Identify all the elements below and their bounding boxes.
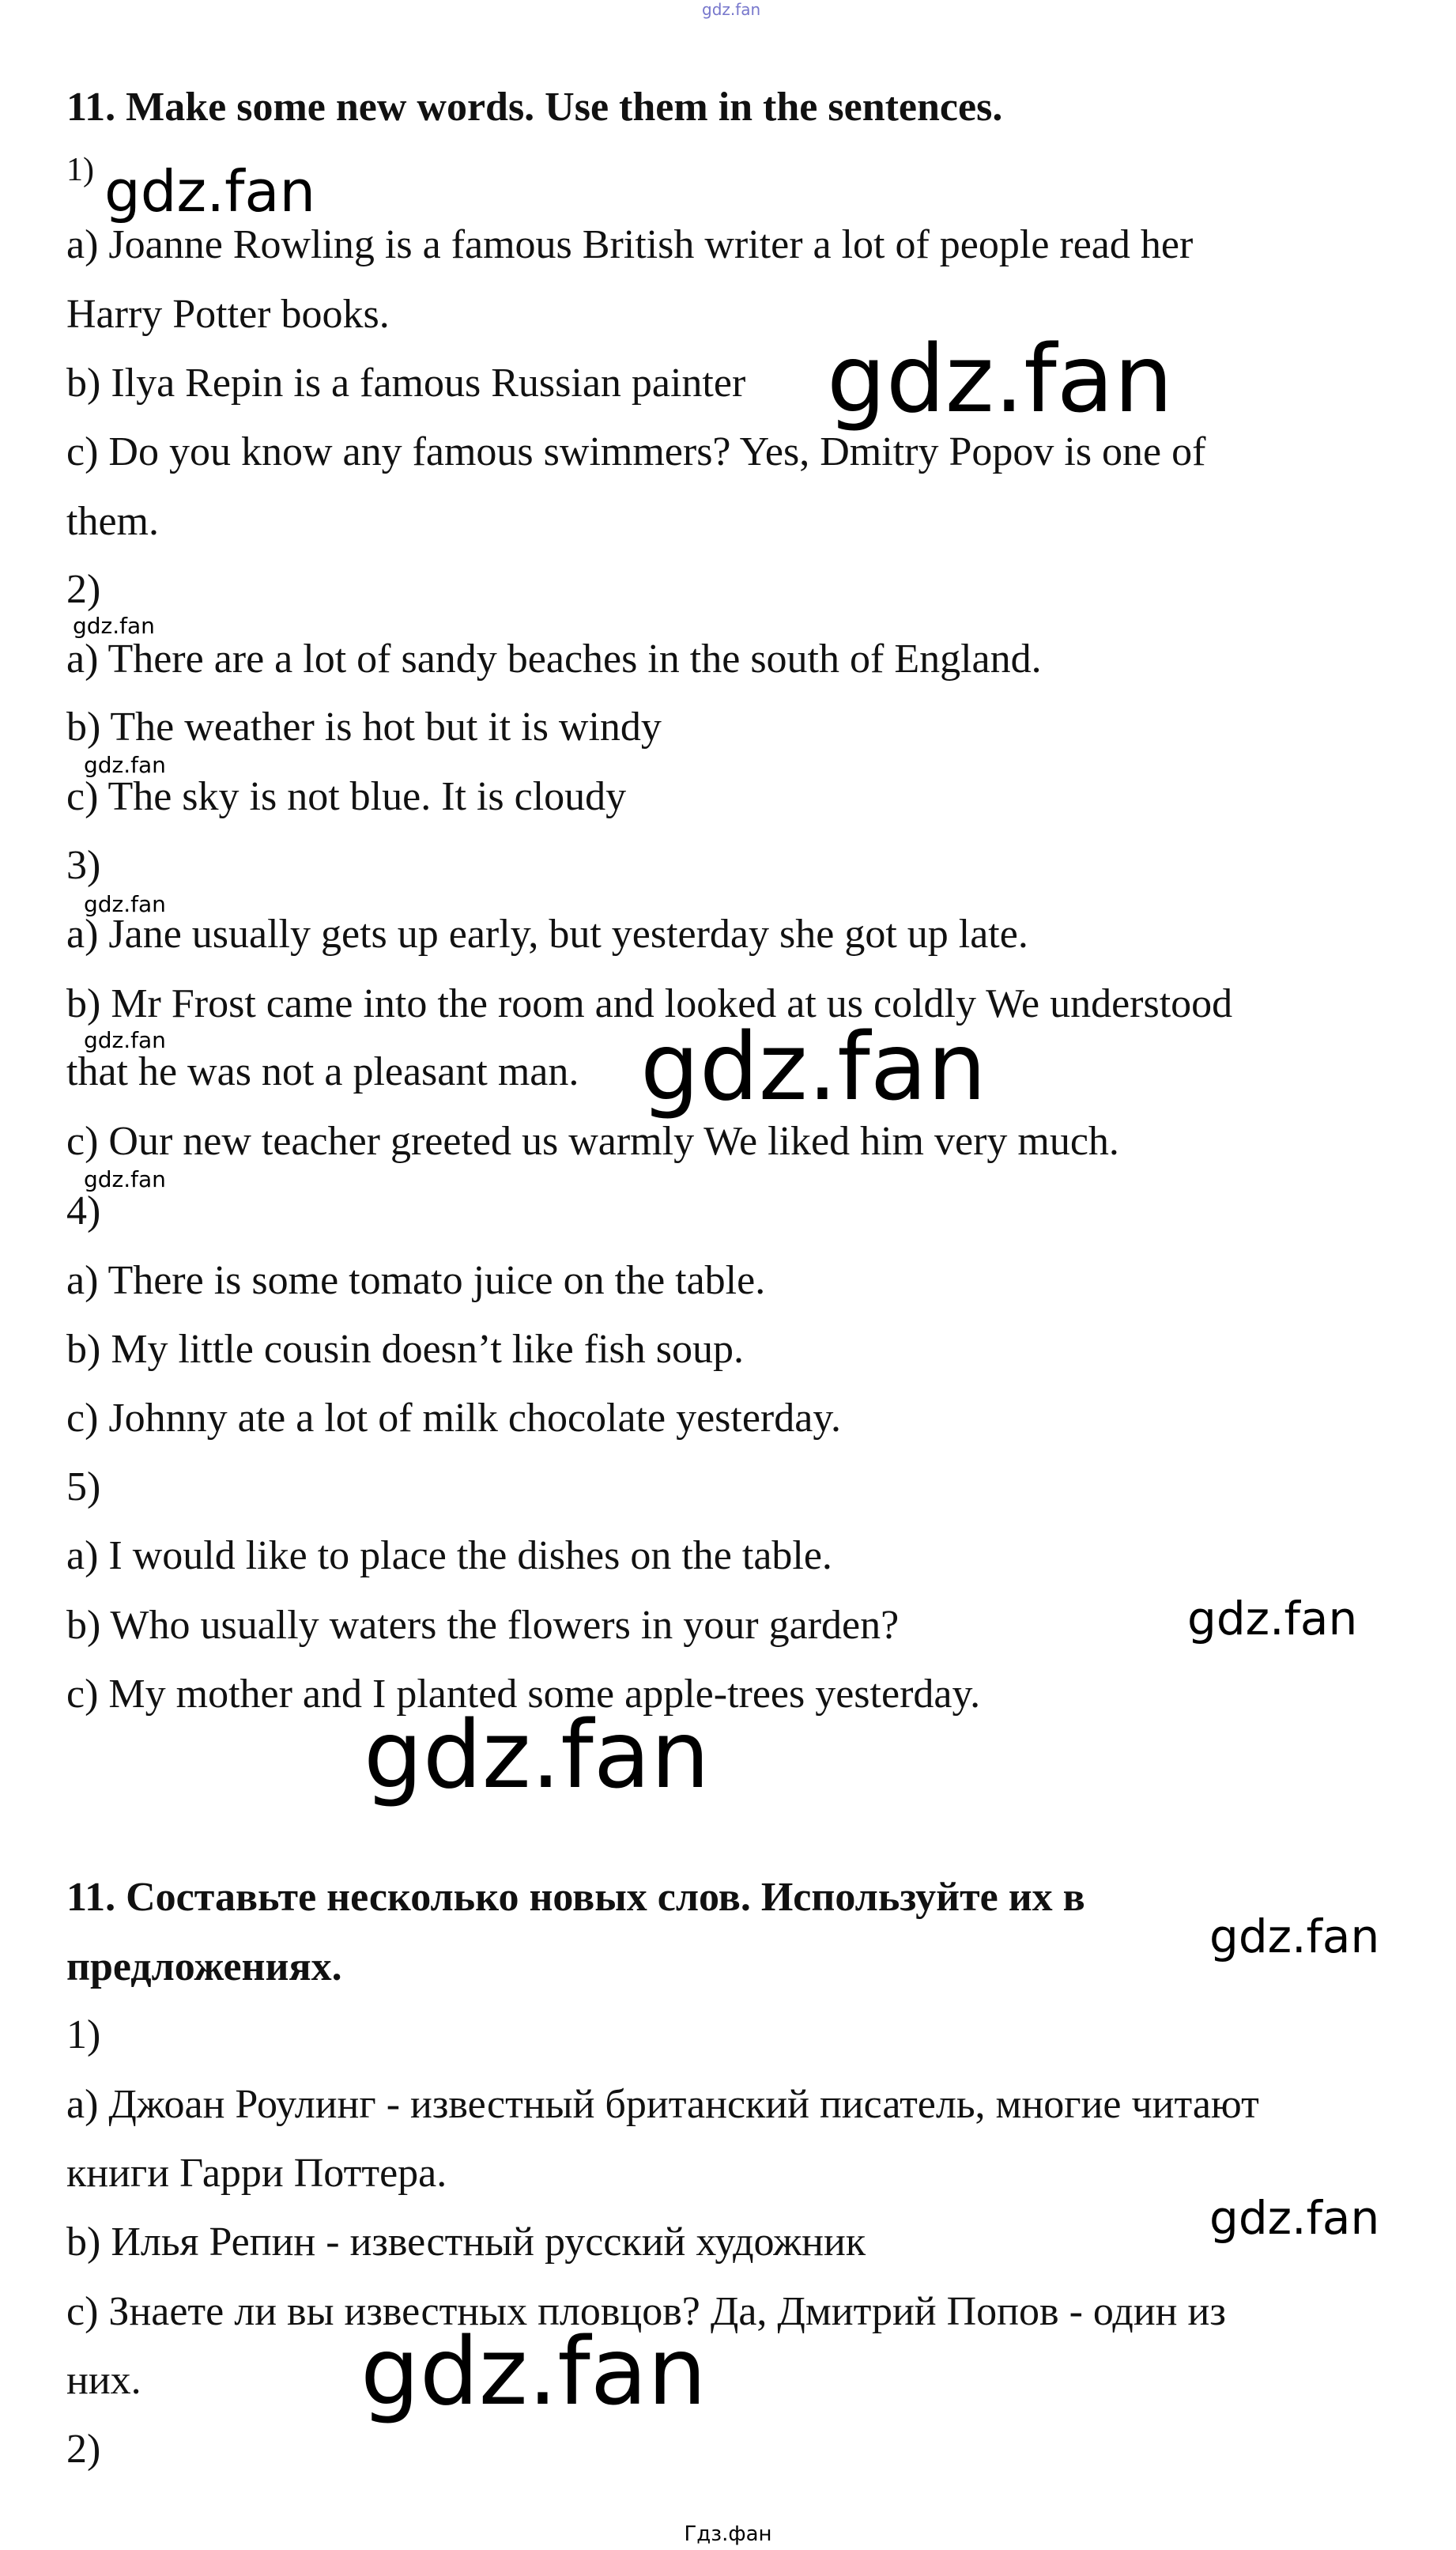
sentence-1c: c) Do you know any famous swimmers? Yes, Dmitry Popov is one of [66, 429, 1206, 474]
watermark: gdz.fan [1209, 2191, 1380, 2245]
watermark: gdz.fan [104, 158, 316, 225]
watermark: gdz.fan [827, 324, 1173, 433]
sentence-4b: b) My little cousin doesn’t like fish soup. [66, 1327, 744, 1372]
section-heading-ru: 11. Составьте несколько новых слов. Используйте их в [66, 1875, 1085, 1920]
watermark: gdz.fan [360, 2317, 707, 2426]
watermark: gdz.fan [640, 1012, 986, 1121]
sentence-3b-cont: that he was not a pleasant man. [66, 1049, 579, 1094]
exercise-number-3: 3) [66, 843, 101, 888]
exercise-number-4: 4) [66, 1188, 101, 1233]
ru-sentence-1a: a) Джоан Роулинг - известный британский писатель, многие читают [66, 2082, 1259, 2127]
watermark: gdz.fan [364, 1700, 710, 1809]
exercise-number-1 [66, 152, 94, 205]
ru-sentence-1a-cont: книги Гарри Поттера. [66, 2151, 447, 2196]
sentence-1b: b) Ilya Repin is a famous Russian painter [66, 361, 746, 406]
watermark: gdz.fan [1187, 1592, 1358, 1645]
sentence-3a: a) Jane usually gets up early, but yesterday she got up late. [66, 912, 1028, 957]
section-heading-ru-cont: предложениях. [66, 1944, 342, 1989]
sentence-4a: a) There is some tomato juice on the table. [66, 1258, 766, 1303]
watermark: gdz.fan [84, 891, 166, 917]
sentence-1a-cont: Harry Potter books. [66, 292, 390, 337]
sentence-2a: a) There are a lot of sandy beaches in the south of England. [66, 637, 1042, 682]
ru-exercise-number-1: 1) [66, 2012, 101, 2057]
ru-sentence-1c: c) Знаете ли вы известных пловцов? Да, Дмитрий Попов - один из [66, 2289, 1226, 2334]
sentence-3c: c) Our new teacher greeted us warmly We liked him very much. [66, 1119, 1119, 1164]
exercise-number-1-label: 1) [66, 152, 94, 188]
sentence-2c: c) The sky is not blue. It is cloudy [66, 774, 627, 819]
sentence-1c-cont: them. [66, 499, 159, 544]
ru-sentence-1c-cont: них. [66, 2358, 141, 2403]
section-heading-en: 11. Make some new words. Use them in the sentences. [66, 85, 1003, 130]
sentence-5c: c) My mother and I planted some apple-trees yesterday. [66, 1672, 981, 1717]
sentence-5a: a) I would like to place the dishes on the table. [66, 1533, 832, 1578]
top-watermark: gdz.fan [702, 0, 761, 19]
page-footer: Гдз.фан [684, 2522, 772, 2546]
watermark: gdz.fan [1209, 1910, 1380, 1963]
exercise-number-2: 2) [66, 567, 101, 612]
sentence-4c: c) Johnny ate a lot of milk chocolate yesterday. [66, 1396, 841, 1441]
exercise-number-5: 5) [66, 1464, 101, 1509]
watermark: gdz.fan [84, 1027, 166, 1053]
sentence-3b: b) Mr Frost came into the room and looked at us coldly We understood [66, 981, 1233, 1026]
sentence-5b: b) Who usually waters the flowers in your garden? [66, 1603, 900, 1648]
ru-sentence-1b: b) Илья Репин - известный русский художник [66, 2219, 866, 2265]
watermark: gdz.fan [84, 1166, 166, 1192]
watermark: gdz.fan [84, 752, 166, 778]
watermark: gdz.fan [73, 613, 155, 639]
sentence-2b: b) The weather is hot but it is windy [66, 705, 662, 750]
sentence-1a: a) Joanne Rowling is a famous British writer a lot of people read her [66, 222, 1194, 267]
ru-exercise-number-2: 2) [66, 2427, 101, 2472]
